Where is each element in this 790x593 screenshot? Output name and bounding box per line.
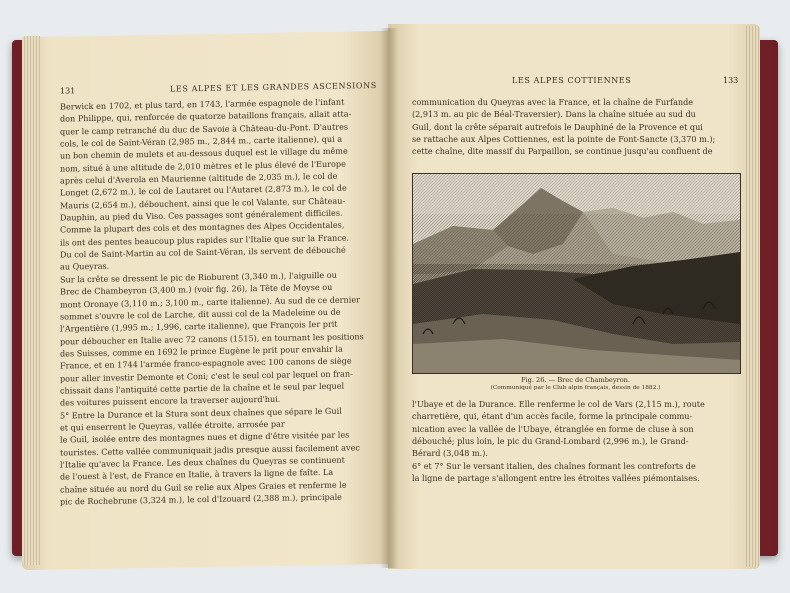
text-line: Berwick en 1702, et plus tard, en 1743, l'armée espagnole de l'infant [60,96,345,112]
text-line: Brec de Chambeyron (3,400 m.) (voir fig. 26), la Tête de Moyse ou [60,281,333,297]
text-line: après celui d'Averola en Maurienne (altitude de 2,035 m.), le col de [60,170,338,186]
text-line: don Philippe, qui, renforcée de quatorze bataillons français, allait atta- [60,108,352,124]
right-body-text-bottom [412,398,739,484]
left-page-edges [22,36,40,565]
right-page [388,24,760,569]
text-line: 5° Entre la Durance et la Stura sont deux chaînes que sépare le Guil [60,405,342,421]
text-line: ils ont des pentes beaucoup plus rapides sur l'Italie que sur la France. [60,232,350,248]
text-line: se rattache aux Alpes Cottiennes, est la pointe de Font-Sancte (3,370 m.); [412,134,716,145]
text-line: l'Italie qu'avec la France. Les deux chaînes du Queyras se continuent [60,454,345,470]
book-gutter [380,28,398,568]
text-line: cols, le col de Saint-Véran (2,985 m., 2,844 m., carte italienne), qui a [60,133,343,149]
left-running-head: LES ALPES ET LES GRANDES ASCENSIONS [170,81,377,94]
text-line: mont Oronaye (3,110 m.; 3,100 m., carte italienne). Au sud de ce dernier [60,293,361,310]
text-line: Longet (2,672 m.), le col de Lautaret ou l'Autaret (2,873 m.), le col de [60,182,347,198]
text-line: quer le camp retranché du duc de Savoie à Château-du-Pont. D'autres [60,121,349,137]
text-line: communication du Queyras avec la France, et la chaîne de Furfande [412,97,694,107]
text-line: débouché; plus loin, le pic du Grand-Lombard (2,996 m.), le Grand- [412,436,689,447]
text-line: Comme la plupart des cols et des montagnes des Alpes Occidentales, [60,220,345,235]
text-line: nom, situé à une altitude de 2,010 mètres et le plus élevé de l'Europe [60,158,346,174]
text-line: Du col de Saint-Martin au col de Saint-Véran, ils servent de débouché [60,244,346,260]
text-line: (2,913 m. au pic de Béal-Traversier). Dans la chaîne située au sud du [412,109,696,120]
text-line: des voitures puissent encore la traverser aujourd'hui. [60,393,281,408]
text-line: nication avec la vallée de l'Ubaye, étranglée en forme de cluse à son [412,423,694,434]
text-line: 6° et 7° Sur le versant italien, des chaînes formant les contreforts de [412,460,696,471]
text-line: le Guil, isolée entre des montagnes nues et digne d'être visitée par les [60,429,350,445]
figure-caption-block [412,376,739,392]
text-line: pour aller investir Demonte et Coni; c'est le seul col par lequel on fran- [60,367,353,384]
left-page-number: 131 [60,86,76,96]
mountain-engraving-image [413,174,740,373]
text-line: France, et en 1744 l'armée franco-espagnole avec 100 canons de siège [60,355,352,371]
text-line: un bon chemin de mulets et au-dessous duquel est le village du même [60,145,348,161]
text-line: cette chaîne, dite massif du Parpaillon, se continue jusqu'au confluent de [412,146,713,157]
text-line: la ligne de partage s'allongent entre les étroites vallées piémontaises. [412,473,700,484]
text-line: de l'ouest à l'est, de France en Italie, à travers la ligne de faîte. La [60,467,334,482]
text-line: l'Argentière (1,995 m.; 1,996, carte italienne), que François Ier prit [60,318,338,334]
text-line: Bérard (3,048 m.). [412,448,488,459]
text-line: chissait dans l'antiquité cette partie de la chaîne et le seul par lequel [60,380,345,396]
text-line: chaîne située au nord du Guil se relie aux Alpes Graies et renferme le [60,479,347,495]
right-body-text-top [412,96,739,158]
text-line: pic de Rochebrune (3,324 m.), le col d'Izouard (2,388 m.), principale [60,491,342,507]
text-line: Dauphin, au pied du Viso. Ces passages sont généralement difficiles. [60,207,343,223]
text-line: l'Ubaye et de la Durance. Elle renferme le col de Vars (2,115 m.), route [412,399,705,409]
right-running-head: LES ALPES COTTIENNES [512,76,632,85]
text-line: charretière, qui, étant d'un accès facile, forme la principale commu- [412,411,693,422]
text-line: pour déboucher en Italie avec 72 canons (1515), en tournant les positions [60,330,364,347]
text-line: Sur la crête se dressent le pic de Rioburent (3,340 m.), l'aiguille ou [60,269,337,285]
text-line: touristes. Cette vallée communiquait jadis presque aussi facilement avec [60,441,360,458]
text-line: au Queyras. [60,261,110,272]
text-line: Mauris (2,654 m.), débouchent, ainsi que le col Valante, sur Château- [60,195,346,211]
text-line: des Suisses, comme en 1692 le prince Eugène le prit pour envahir la [60,343,343,359]
left-body-text [60,95,378,508]
figure-caption: Fig. 26. — Brec de Chambeyron. [520,376,631,384]
figure-credit: (Communiqué par le Club alpin français, dessin de 1882.) [490,385,661,391]
right-page-edges [744,26,760,567]
left-page [22,31,388,570]
right-page-number: 133 [723,76,739,85]
text-line: Guil, dont la crête séparait autrefois le Dauphiné de la Provence et qui [412,121,703,132]
text-line: et qui enserrent le Queyras, vallée étroite, arrosée par [60,418,285,433]
text-line: sommet s'ouvre le col de Larche, dit aussi col de la Madeleine ou de [60,306,341,322]
mountain-engraving [412,173,741,374]
